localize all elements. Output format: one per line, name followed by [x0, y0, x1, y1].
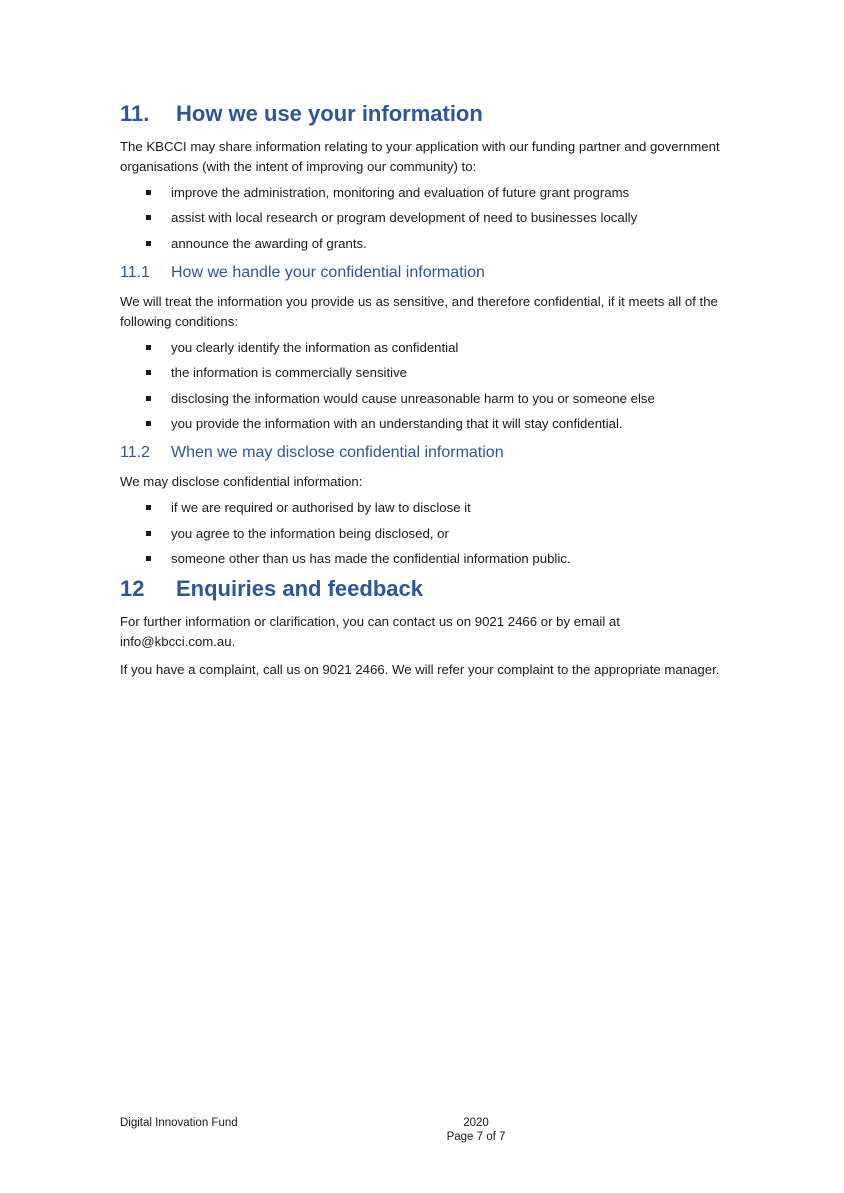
section-12-number: 12 [120, 576, 145, 601]
list-item: someone other than us has made the confidential information public. [120, 549, 750, 569]
section-11-2-list [120, 498, 750, 569]
list-item: if we are required or authorised by law to disclose it [120, 498, 750, 518]
section-11-intro: The KBCCI may share information relating to your application with our funding partner and government organisations (with the intent of improving our community) to: [120, 138, 720, 174]
section-11-2-number: 11.2 [120, 444, 150, 461]
section-11-1-title: How we handle your confidential information [171, 263, 485, 281]
footer-year: 2020 [463, 1117, 489, 1129]
section-11-title: How we use your information [176, 101, 483, 126]
section-11-2-heading [120, 443, 750, 463]
footer-page-number: Page 7 of 7 [446, 1131, 506, 1143]
list-item: you clearly identify the information as confidential [120, 338, 750, 358]
bullet-icon [146, 505, 151, 510]
section-11-1-heading [120, 263, 750, 283]
document-page [120, 96, 750, 680]
section-12-title: Enquiries and feedback [176, 576, 423, 601]
bullet-icon [146, 370, 151, 375]
list-item: the information is commercially sensitive [120, 363, 750, 383]
section-11-heading [120, 100, 750, 128]
bullet-icon [146, 345, 151, 350]
bullet-icon [146, 421, 151, 426]
list-item: assist with local research or program development of need to businesses locally [120, 208, 750, 228]
list-item: disclosing the information would cause unreasonable harm to you or someone else [120, 389, 750, 409]
section-11-1-intro: We will treat the information you provide us as sensitive, and therefore confidential, if it meets all of the following conditions: [120, 293, 718, 329]
section-11-number: 11. [120, 101, 150, 126]
bullet-icon [146, 396, 151, 401]
section-11-2-intro: We may disclose confidential information: [120, 474, 363, 489]
list-item: announce the awarding of grants. [120, 234, 750, 254]
footer-center [446, 1116, 506, 1144]
section-12-complaint-paragraph: If you have a complaint, call us on 9021 2466. We will refer your complaint to the appropriate manager. [120, 661, 720, 677]
section-12-heading [120, 575, 750, 603]
bullet-icon [146, 241, 151, 246]
bullet-icon [146, 215, 151, 220]
footer-document-title: Digital Innovation Fund [120, 1117, 238, 1129]
list-item: improve the administration, monitoring and evaluation of future grant programs [120, 183, 750, 203]
section-11-list [120, 183, 750, 254]
bullet-icon [146, 190, 151, 195]
bullet-icon [146, 531, 151, 536]
section-11-2-title: When we may disclose confidential information [171, 444, 504, 461]
section-11-1-list [120, 338, 750, 435]
section-11-1-number: 11.1 [120, 263, 150, 281]
list-item: you agree to the information being disclosed, or [120, 524, 750, 544]
list-item: you provide the information with an understanding that it will stay confidential. [120, 414, 750, 434]
bullet-icon [146, 556, 151, 561]
section-12-contact-paragraph: For further information or clarification, you can contact us on 9021 2466 or by email at info@kbcci.com.au. [120, 613, 620, 649]
